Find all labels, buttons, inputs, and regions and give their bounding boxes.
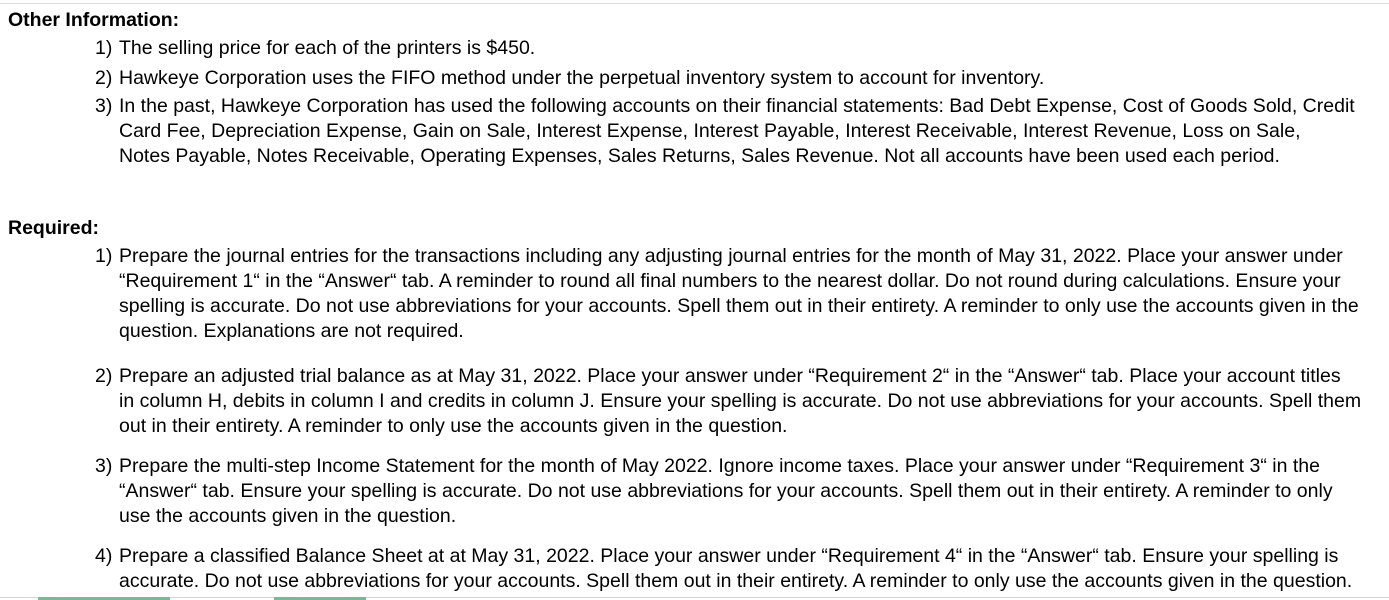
item-number: 1) xyxy=(95,245,113,267)
other-information-item xyxy=(95,36,1385,61)
item-number: 3) xyxy=(95,455,113,477)
item-number: 1) xyxy=(95,37,113,59)
required-item xyxy=(95,544,1385,594)
item-number: 2) xyxy=(95,67,113,89)
item-text: The selling price for each of the printers is $450. xyxy=(119,37,536,59)
spreadsheet-top-gridline xyxy=(0,0,1389,4)
item-number: 3) xyxy=(95,95,113,117)
required-item xyxy=(95,454,1385,529)
required-item xyxy=(95,364,1385,439)
item-number: 4) xyxy=(95,545,113,567)
item-text: Prepare the multi-step Income Statement for the month of May 2022. Ignore income taxes. Place your answer under “Requirement 3“ in the “Answer“ tab. Ensure your spelling is accurate. Do not use abbreviations for your accounts. Spell them out in their entirety. A reminder to only use the accounts given in the question. xyxy=(119,455,1333,527)
required-heading: Required: xyxy=(8,217,100,239)
required-item xyxy=(95,244,1385,344)
other-information-heading: Other Information: xyxy=(8,9,180,31)
other-information-item xyxy=(95,94,1385,169)
spreadsheet-bottom-gridline xyxy=(0,597,1389,598)
other-information-item xyxy=(95,66,1385,91)
item-text: In the past, Hawkeye Corporation has used the following accounts on their financial statements: Bad Debt Expense, Cost of Goods Sold, Credit Card Fee, Depreciation Expense, Gain on Sale, Interest Expense, Interest Payable, Interest Receivable, Interest Revenue, Loss on Sale, Notes Payable, Notes Receivable, Operating Expenses, Sales Returns, Sales Revenue. Not all accounts have been used each period. xyxy=(119,95,1355,167)
item-text: Prepare an adjusted trial balance as at May 31, 2022. Place your answer under “Requirement 2“ in the “Answer“ tab. Place your account titles in column H, debits in column I and credits in column J. Ensure your spelling is accurate. Do not use abbreviations for your accounts. Spell them out in their entirety. A reminder to only use the accounts given in the question. xyxy=(119,365,1362,437)
item-text: Hawkeye Corporation uses the FIFO method under the perpetual inventory system to account for inventory. xyxy=(119,67,1045,89)
item-text: Prepare a classified Balance Sheet at at May 31, 2022. Place your answer under “Requirement 4“ in the “Answer“ tab. Ensure your spelling is accurate. Do not use abbreviations for your accounts. Spell them out in their entirety. A reminder to only use the accounts given in the question. xyxy=(119,545,1353,592)
item-number: 2) xyxy=(95,365,113,387)
item-text: Prepare the journal entries for the transactions including any adjusting journal entries for the month of May 31, 2022. Place your answer under “Requirement 1“ in the “Answer“ tab. A reminder to round all final numbers to the nearest dollar. Do not round during calculations. Ensure your spelling is accurate. Do not use abbreviations for your accounts. Spell them out in their entirety. A reminder to only use the accounts given in the question. Explanations are not required. xyxy=(119,245,1359,342)
